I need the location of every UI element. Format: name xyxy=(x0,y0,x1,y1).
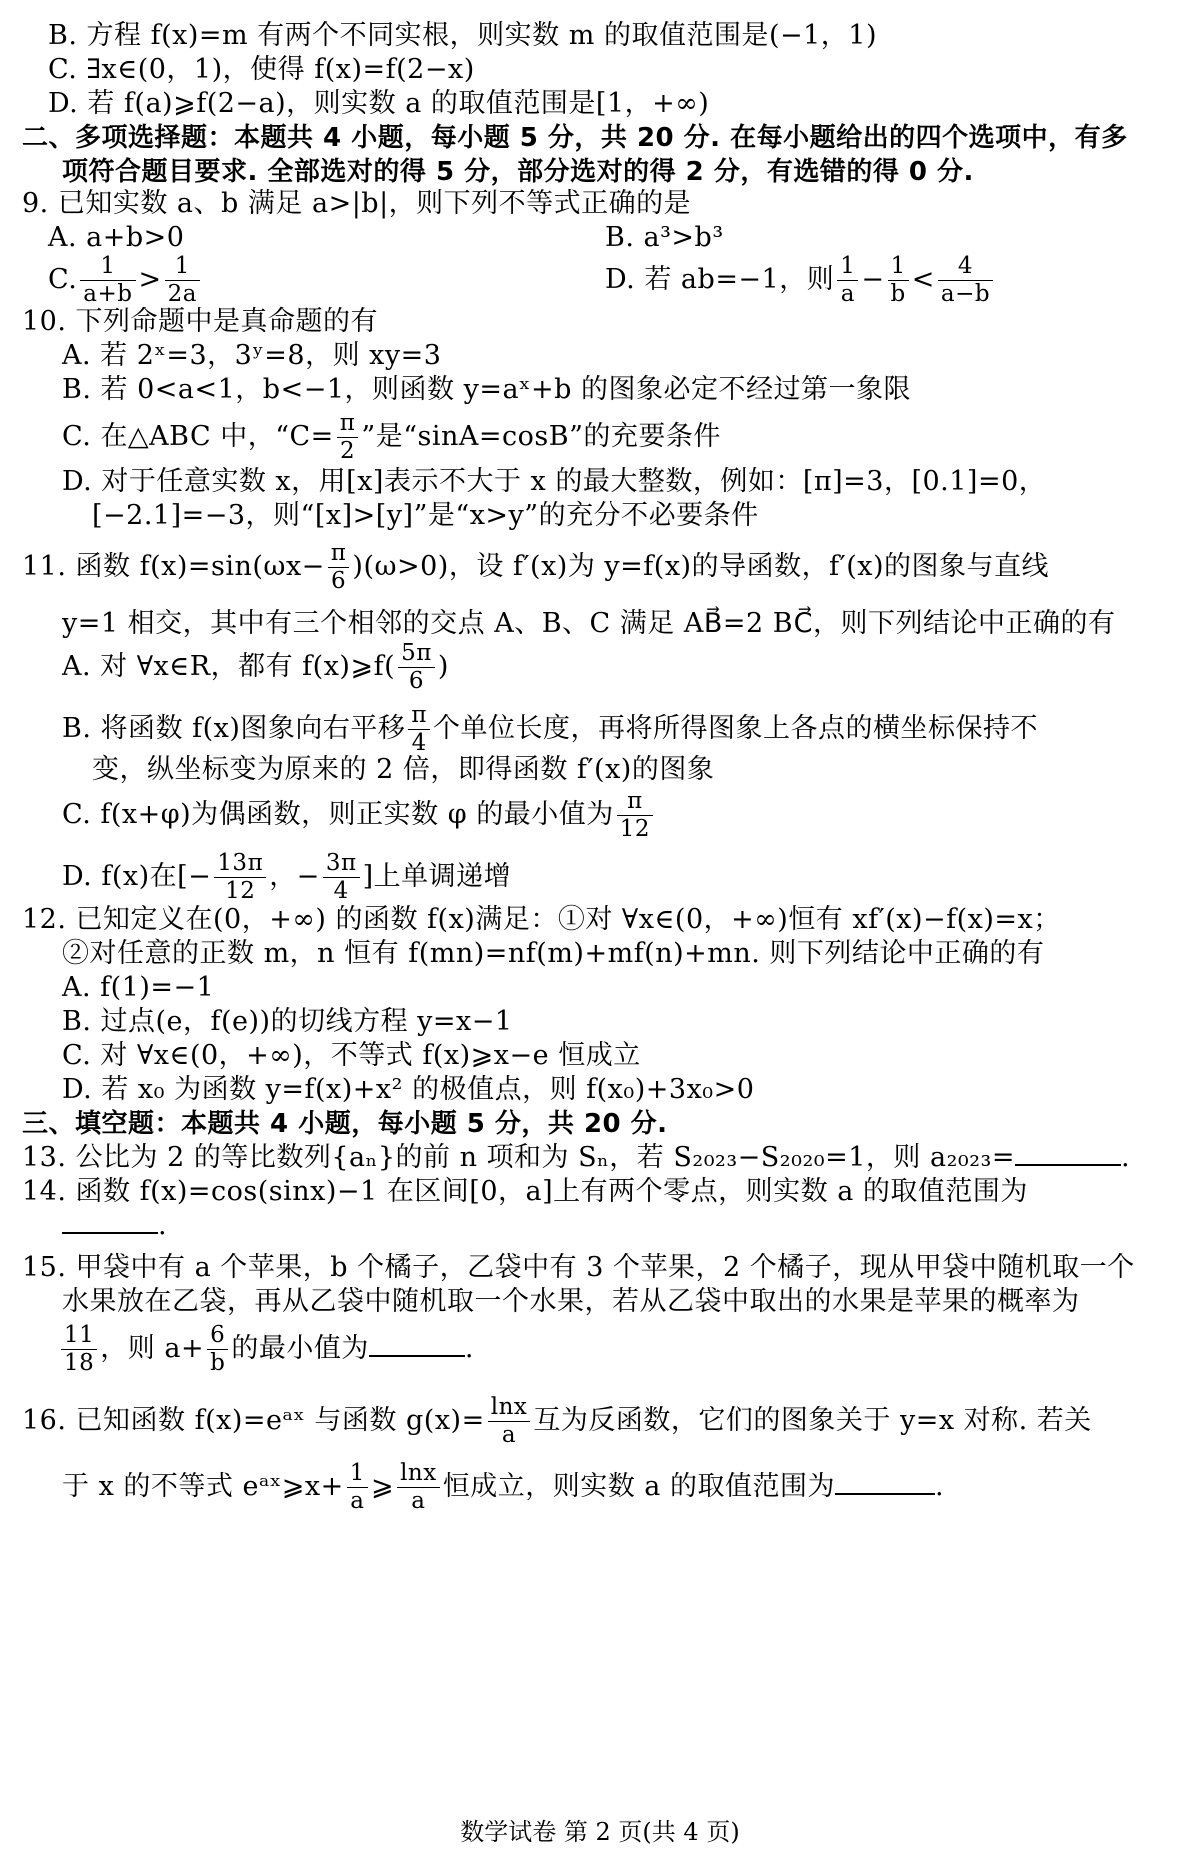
text: 的最小值为 xyxy=(231,1333,369,1364)
q16 xyxy=(22,1394,1092,1449)
numerator: π xyxy=(617,788,653,816)
numerator: lnx xyxy=(397,1460,440,1488)
text: . xyxy=(158,1210,168,1241)
text: 个单位长度，再将所得图象上各点的横坐标保持不 xyxy=(433,713,1039,744)
q15-cont2 xyxy=(58,1322,474,1377)
text: 11. 函数 f(x)=sin(ωx− xyxy=(22,551,325,582)
numerator: 1 xyxy=(347,1460,368,1488)
numerator: 13π xyxy=(214,850,266,878)
text: 16. 已知函数 f(x)=eᵃˣ 与函数 g(x)= xyxy=(22,1405,485,1436)
answer-blank xyxy=(369,1351,465,1357)
fraction xyxy=(837,253,858,308)
text: C. 在△ABC 中，“C= xyxy=(62,421,334,452)
denominator: 4 xyxy=(333,878,349,904)
operator: − xyxy=(861,264,885,295)
text: ，− xyxy=(269,861,320,892)
numerator: 1 xyxy=(80,253,135,281)
denominator: a−b xyxy=(940,281,991,307)
numerator: π xyxy=(337,410,359,438)
q9-option-b: B. a³>b³ xyxy=(605,222,724,253)
numerator: π xyxy=(408,702,430,730)
denominator: 12 xyxy=(619,816,651,842)
fraction xyxy=(488,1394,531,1449)
q14: 14. 函数 f(x)=cos(sinx)−1 在区间[0，a]上有两个零点，则实数 a 的取值范围为 xyxy=(22,1176,1028,1207)
text: ⩾ xyxy=(370,1471,395,1502)
numerator: 1 xyxy=(837,253,858,281)
label: D. 若 ab=−1，则 xyxy=(605,264,835,295)
q16-cont xyxy=(62,1460,944,1515)
q11-option-c xyxy=(62,788,656,843)
fraction xyxy=(80,253,135,308)
numerator: 5π xyxy=(398,640,435,668)
text: ，则 a+ xyxy=(100,1333,205,1364)
q9-option-a: A. a+b>0 xyxy=(48,222,185,253)
numerator: π xyxy=(328,540,350,568)
text: ”是“sinA=cosB”的充要条件 xyxy=(361,421,721,452)
numerator: 6 xyxy=(207,1322,228,1350)
text: B. 将函数 f(x)图象向右平移 xyxy=(62,713,406,744)
q10-stem: 10. 下列命题中是真命题的有 xyxy=(22,306,379,337)
label: C. xyxy=(48,264,78,295)
q15: 15. 甲袋中有 a 个苹果，b 个橘子，乙袋中有 3 个苹果，2 个橘子，现从甲袋中随机取一个 xyxy=(22,1252,1135,1283)
numerator: lnx xyxy=(488,1394,531,1422)
text: . xyxy=(934,1471,945,1502)
text: 13. 公比为 2 的等比数列{aₙ}的前 n 项和为 Sₙ，若 S₂₀₂₃−S₂₀₂₀=1，则 a₂₀₂₃= xyxy=(22,1142,1015,1173)
text: . xyxy=(464,1333,474,1364)
q10-option-a: A. 若 2ˣ=3，3ʸ=8，则 xy=3 xyxy=(62,340,442,371)
denominator: a xyxy=(840,281,855,307)
q12-option-c: C. 对 ∀x∈(0，+∞)，不等式 f(x)⩾x−e 恒成立 xyxy=(62,1040,641,1071)
q8-option-b: B. 方程 f(x)=m 有两个不同实根，则实数 m 的取值范围是(−1，1) xyxy=(48,20,877,51)
fraction xyxy=(617,788,653,843)
answer-blank xyxy=(62,1228,158,1234)
denominator: a xyxy=(411,1488,426,1514)
q11-stem xyxy=(22,540,1049,595)
section2-heading: 二、多项选择题：本题共 4 小题，每小题 5 分，共 20 分. 在每小题给出的四个选项中，有多 xyxy=(22,123,1128,153)
denominator: 6 xyxy=(408,668,425,694)
denominator: 6 xyxy=(331,568,347,594)
q9-stem: 9. 已知实数 a、b 满足 a>|b|，则下列不等式正确的是 xyxy=(22,188,692,219)
section2-heading-cont: 项符合题目要求. 全部选对的得 5 分，部分选对的得 2 分，有选错的得 0 分. xyxy=(62,157,974,187)
q9-option-d xyxy=(605,253,996,308)
denominator: 2 xyxy=(340,438,356,464)
q12-option-a: A. f(1)=−1 xyxy=(62,972,215,1003)
q10-option-b: B. 若 0<a<1，b<−1，则函数 y=aˣ+b 的图象必定不经过第一象限 xyxy=(62,374,911,405)
numerator: 1 xyxy=(165,253,200,281)
denominator: b xyxy=(890,281,906,307)
q11-option-d xyxy=(62,850,511,905)
q12-option-b: B. 过点(e，f(e))的切线方程 y=x−1 xyxy=(62,1006,513,1037)
page-footer: 数学试卷 第 2 页(共 4 页) xyxy=(460,1818,740,1846)
q12-option-d: D. 若 x₀ 为函数 y=f(x)+x² 的极值点，则 f(x₀)+3x₀>0 xyxy=(62,1074,755,1105)
operator: > xyxy=(138,264,162,295)
fraction xyxy=(214,850,266,905)
q8-option-d: D. 若 f(a)⩾f(2−a)，则实数 a 的取值范围是[1，+∞) xyxy=(48,88,710,119)
text: 恒成立，则实数 a 的取值范围为 xyxy=(442,1471,835,1502)
denominator: a+b xyxy=(83,281,133,307)
denominator: 2a xyxy=(167,281,197,307)
denominator: b xyxy=(210,1350,226,1376)
fraction xyxy=(323,850,360,905)
q11-option-a xyxy=(62,640,449,695)
fraction xyxy=(888,253,909,308)
fraction xyxy=(165,253,200,308)
q12-stem-cont: ②对任意的正数 m，n 恒有 f(mn)=nf(m)+mf(n)+mn. 则下列结论中正确的有 xyxy=(62,938,1045,969)
text: A. 对 ∀x∈R，都有 f(x)⩾f( xyxy=(62,651,396,682)
section3-heading: 三、填空题：本题共 4 小题，每小题 5 分，共 20 分. xyxy=(22,1109,668,1139)
text: ) xyxy=(437,651,449,682)
q11-stem-cont: y=1 相交，其中有三个相邻的交点 A、B、C 满足 AB⃗=2 BC⃗，则下列结论中正确的有 xyxy=(62,608,1116,639)
fraction xyxy=(408,702,430,757)
text: )(ω>0)，设 f′(x)为 y=f(x)的导函数，f′(x)的图象与直线 xyxy=(352,551,1050,582)
answer-blank xyxy=(835,1489,935,1495)
q14-cont xyxy=(62,1208,167,1244)
text: ]上单调递增 xyxy=(362,861,512,892)
fraction xyxy=(347,1460,368,1515)
q12-stem: 12. 已知定义在(0，+∞) 的函数 f(x)满足：①对 ∀x∈(0，+∞)恒有 xf′(x)−f(x)=x； xyxy=(22,904,1061,935)
denominator: a xyxy=(501,1422,517,1448)
q8-option-c: C. ∃x∈(0，1)，使得 f(x)=f(2−x) xyxy=(48,54,475,85)
q10-option-d-cont: [−2.1]=−3，则“[x]>[y]”是“x>y”的充分不必要条件 xyxy=(92,500,759,531)
fraction xyxy=(398,640,435,695)
numerator: 11 xyxy=(61,1322,97,1350)
fraction xyxy=(61,1322,97,1377)
fraction xyxy=(938,253,993,308)
q15-cont: 水果放在乙袋，再从乙袋中随机取一个水果，若从乙袋中取出的水果是苹果的概率为 xyxy=(62,1286,1080,1317)
text: 于 x 的不等式 eᵃˣ⩾x+ xyxy=(62,1471,344,1502)
denominator: 12 xyxy=(225,878,256,904)
fraction xyxy=(397,1460,440,1515)
denominator: 18 xyxy=(64,1350,95,1376)
numerator: 4 xyxy=(938,253,993,281)
text: 互为反函数，它们的图象关于 y=x 对称. 若关 xyxy=(533,1405,1092,1436)
text: C. f(x+φ)为偶函数，则正实数 φ 的最小值为 xyxy=(62,799,614,830)
text: . xyxy=(1121,1142,1131,1173)
text: D. f(x)在[− xyxy=(62,861,212,892)
denominator: a xyxy=(350,1488,365,1514)
q10-option-d: D. 对于任意实数 x，用[x]表示不大于 x 的最大整数，例如：[π]=3，[0.1]=0， xyxy=(62,466,1047,497)
numerator: 1 xyxy=(888,253,909,281)
fraction xyxy=(328,540,350,595)
q13 xyxy=(22,1140,1130,1176)
answer-blank xyxy=(1015,1160,1121,1166)
operator: < xyxy=(911,264,935,295)
fraction xyxy=(337,410,359,465)
numerator: 3π xyxy=(323,850,360,878)
q11-option-b xyxy=(62,702,1038,757)
denominator: 4 xyxy=(411,730,427,756)
q10-option-c xyxy=(62,410,721,465)
fraction xyxy=(207,1322,228,1377)
q9-option-c xyxy=(48,253,203,308)
q11-option-b-cont: 变，纵坐标变为原来的 2 倍，即得函数 f′(x)的图象 xyxy=(92,754,715,785)
